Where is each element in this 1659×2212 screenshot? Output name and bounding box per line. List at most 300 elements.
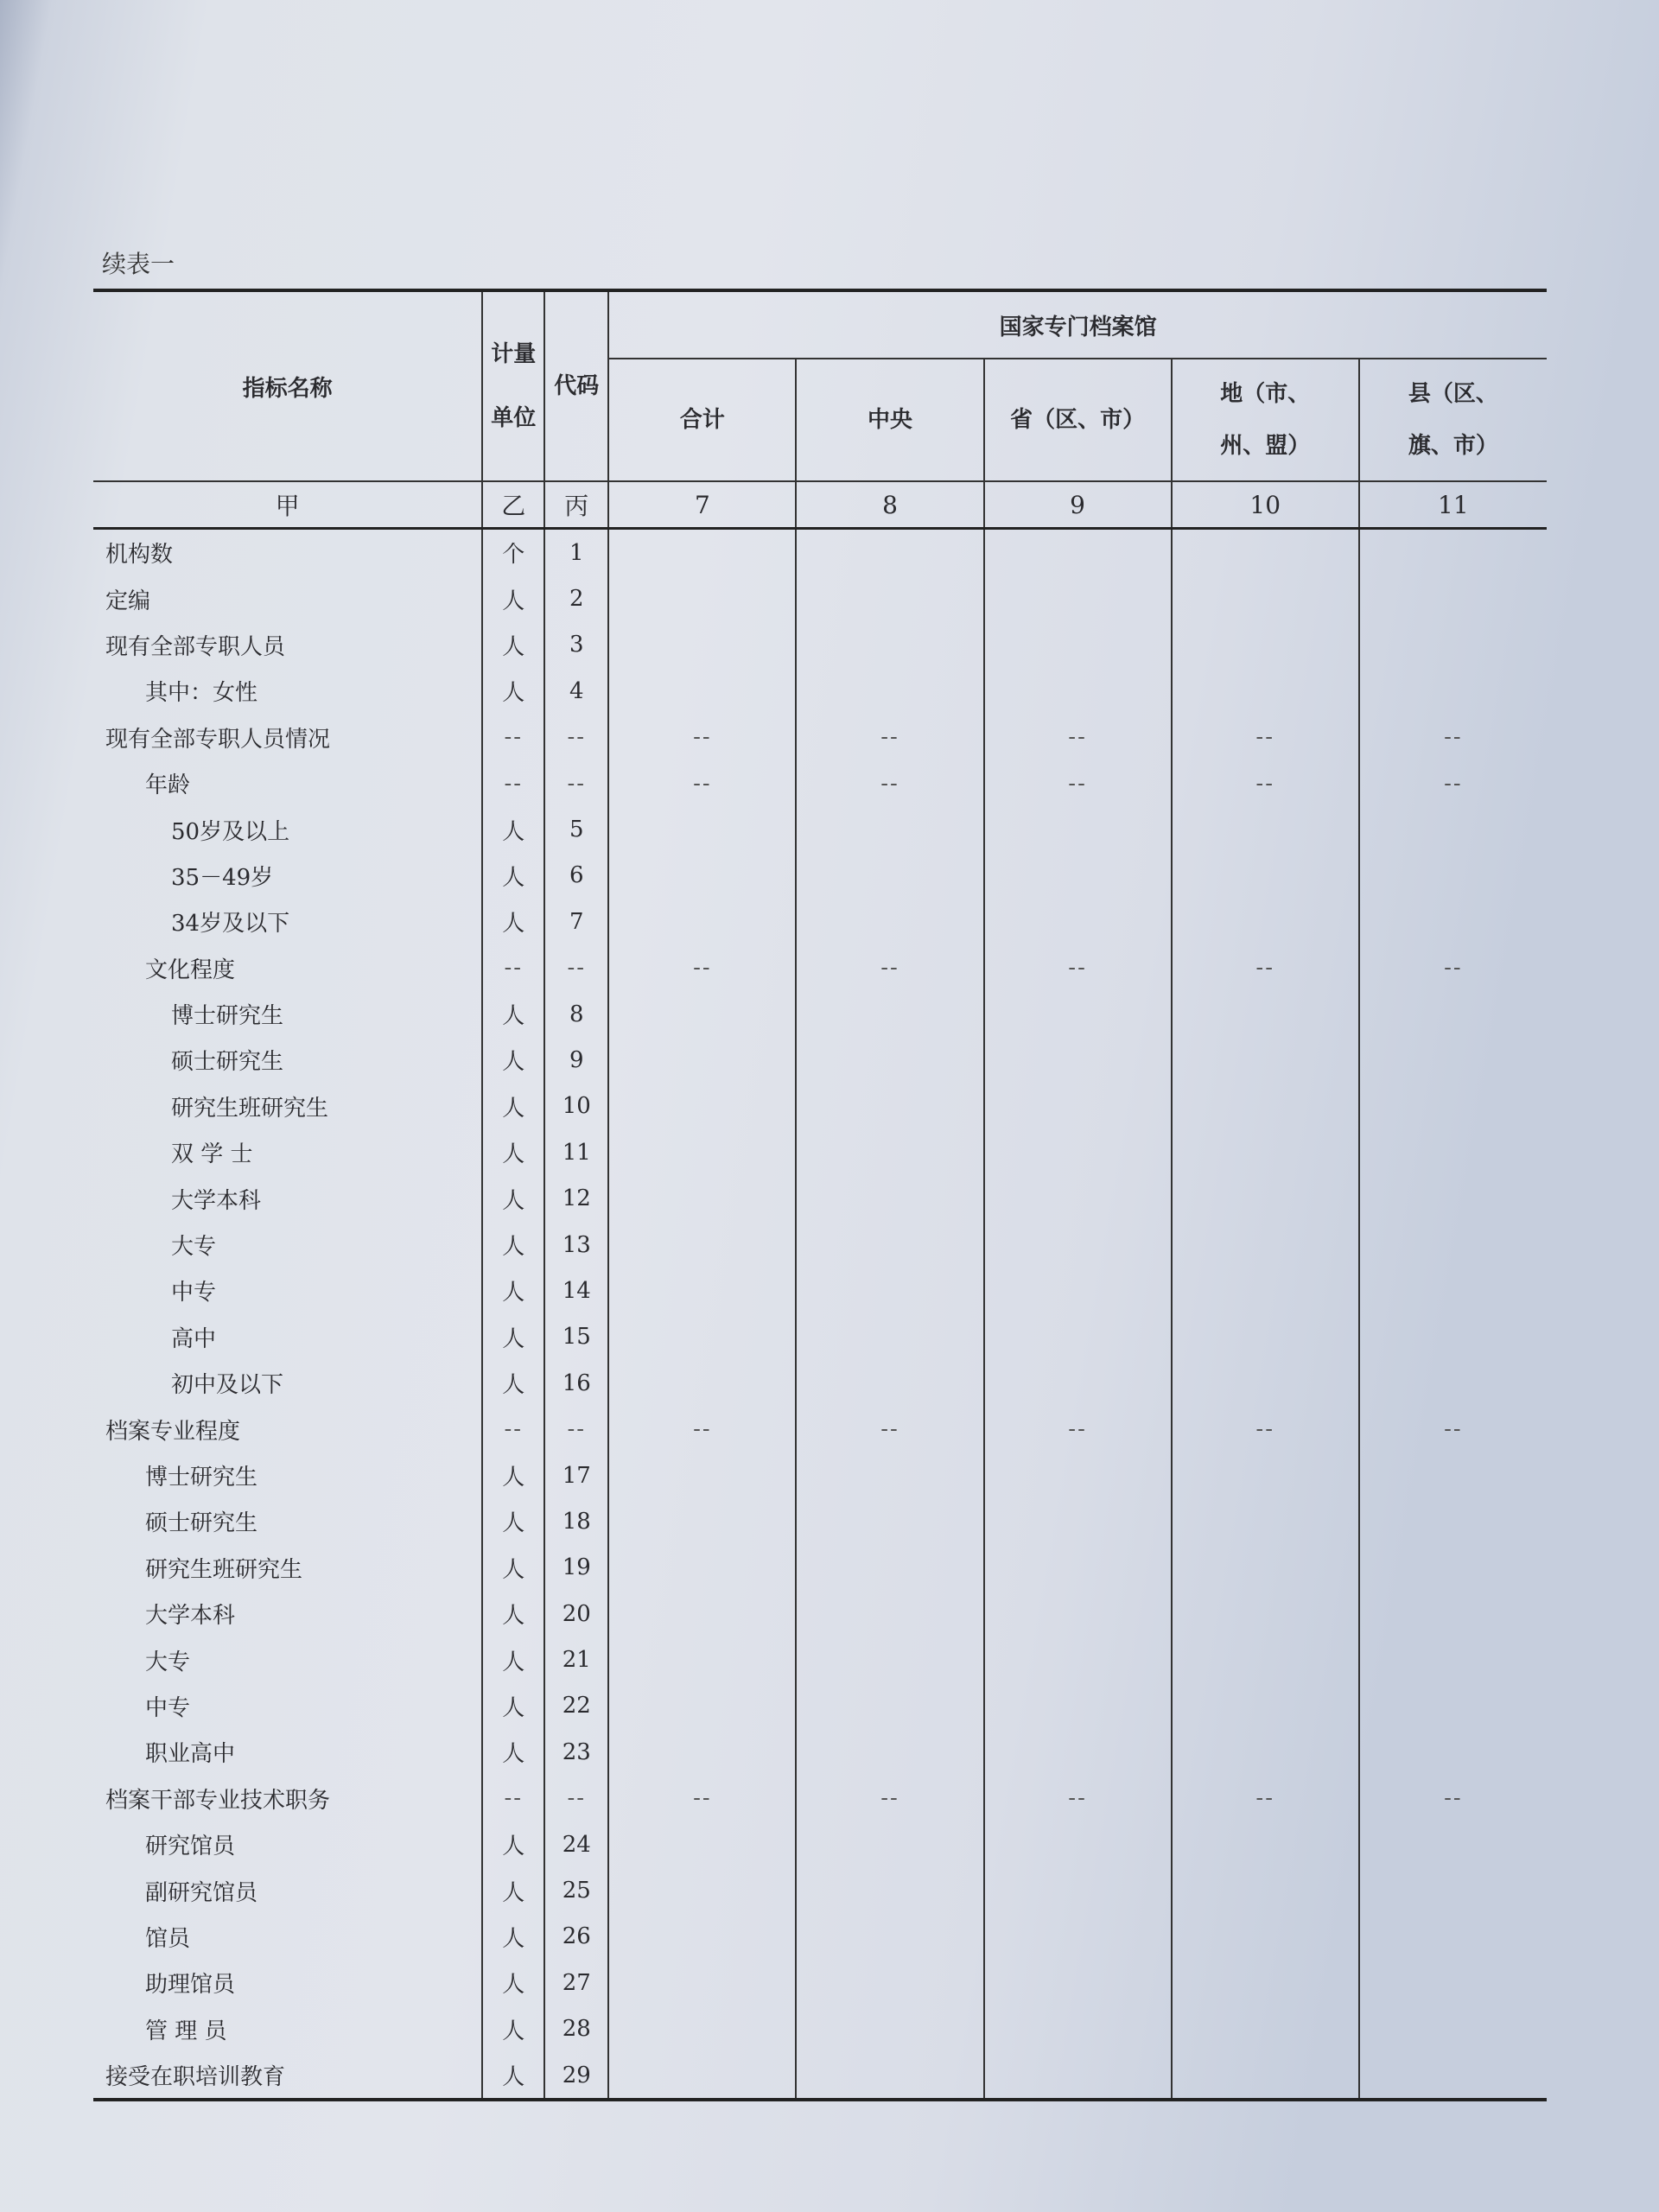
- code-cell: 2: [544, 575, 608, 621]
- data-cell: [1359, 1545, 1547, 1591]
- code-cell: --: [544, 945, 608, 991]
- data-cell: --: [1172, 715, 1359, 760]
- table-row: [93, 2052, 1547, 2100]
- data-cell: [796, 1037, 983, 1083]
- unit-cell: 人: [482, 1914, 544, 1960]
- unit-cell: 人: [482, 2006, 544, 2052]
- index-cell: 7: [608, 481, 796, 529]
- header-column-line1: 县（区、: [1408, 381, 1498, 407]
- code-cell: --: [544, 760, 608, 806]
- data-cell: [796, 1314, 983, 1360]
- data-cell: [608, 899, 796, 944]
- data-cell: [608, 1867, 796, 1913]
- data-cell: [608, 2052, 796, 2100]
- indicator-name: 硕士研究生: [93, 1498, 482, 1544]
- table-row: [93, 1360, 1547, 1406]
- data-cell: [1359, 1729, 1547, 1775]
- data-cell: [984, 1360, 1172, 1406]
- indicator-name: 文化程度: [93, 945, 482, 991]
- table-row: [93, 1498, 1547, 1544]
- code-cell: 8: [544, 991, 608, 1037]
- data-cell: [1172, 1637, 1359, 1682]
- code-cell: 26: [544, 1914, 608, 1960]
- data-cell: [608, 1729, 796, 1775]
- code-cell: --: [544, 715, 608, 760]
- index-cell: 9: [984, 481, 1172, 529]
- data-cell: [1359, 1175, 1547, 1221]
- data-cell: [608, 1821, 796, 1867]
- indicator-name: 50岁及以上: [93, 806, 482, 852]
- data-cell: [1172, 668, 1359, 714]
- data-cell: --: [1359, 715, 1547, 760]
- data-cell: [1172, 1129, 1359, 1175]
- code-cell: 23: [544, 1729, 608, 1775]
- header-column-2: [984, 359, 1172, 481]
- data-cell: [1172, 2052, 1359, 2100]
- data-cell: [1359, 575, 1547, 621]
- data-cell: [796, 1452, 983, 1498]
- data-cell: [608, 1129, 796, 1175]
- indicator-name: 初中及以下: [93, 1360, 482, 1406]
- data-cell: [608, 1084, 796, 1129]
- data-cell: --: [1359, 760, 1547, 806]
- table-caption: 续表一: [102, 250, 175, 278]
- data-cell: [1359, 853, 1547, 899]
- unit-cell: 人: [482, 1591, 544, 1637]
- data-cell: [608, 1637, 796, 1682]
- data-cell: --: [1172, 1406, 1359, 1452]
- data-cell: [796, 1821, 983, 1867]
- data-cell: [608, 1314, 796, 1360]
- table-row: [93, 2006, 1547, 2052]
- header-column-line2: 旗、市）: [1408, 433, 1498, 459]
- statistics-table: [93, 289, 1547, 2101]
- code-cell: 15: [544, 1314, 608, 1360]
- unit-cell: --: [482, 1776, 544, 1821]
- data-cell: [796, 1498, 983, 1544]
- table-row: [93, 806, 1547, 852]
- indicator-name: 管 理 员: [93, 2006, 482, 2052]
- unit-cell: 人: [482, 853, 544, 899]
- data-cell: [1359, 1914, 1547, 1960]
- indicator-name: 档案专业程度: [93, 1406, 482, 1452]
- indicator-name: 档案干部专业技术职务: [93, 1776, 482, 1821]
- data-cell: [984, 2006, 1172, 2052]
- table-row: [93, 1960, 1547, 2005]
- data-cell: [1172, 1452, 1359, 1498]
- unit-cell: 人: [482, 1175, 544, 1221]
- table-row: [93, 1084, 1547, 1129]
- table-row: [93, 945, 1547, 991]
- code-cell: 6: [544, 853, 608, 899]
- code-cell: 19: [544, 1545, 608, 1591]
- indicator-name: 大学本科: [93, 1591, 482, 1637]
- indicator-name: 博士研究生: [93, 1452, 482, 1498]
- data-cell: [796, 668, 983, 714]
- code-cell: 1: [544, 529, 608, 576]
- data-cell: --: [796, 760, 983, 806]
- data-cell: [1359, 1084, 1547, 1129]
- data-cell: [984, 1037, 1172, 1083]
- unit-cell: 人: [482, 1729, 544, 1775]
- table-row: [93, 575, 1547, 621]
- data-cell: [1172, 1867, 1359, 1913]
- indicator-name: 大专: [93, 1222, 482, 1268]
- data-cell: [1172, 1314, 1359, 1360]
- data-cell: [984, 1683, 1172, 1729]
- data-cell: [984, 1175, 1172, 1221]
- table-row: [93, 1222, 1547, 1268]
- header-column-line1: 合计: [679, 407, 725, 433]
- indicator-name: 大专: [93, 1637, 482, 1682]
- header-unit-line1: 计量: [491, 341, 537, 367]
- indicator-name: 其中：女性: [93, 668, 482, 714]
- header-indicator-name: 指标名称: [93, 290, 482, 481]
- data-cell: [984, 1268, 1172, 1313]
- unit-cell: 人: [482, 1867, 544, 1913]
- data-cell: [796, 1545, 983, 1591]
- data-cell: [984, 1914, 1172, 1960]
- data-cell: [1172, 1591, 1359, 1637]
- index-cell: 丙: [544, 481, 608, 529]
- data-cell: [608, 991, 796, 1037]
- data-cell: [1359, 1960, 1547, 2005]
- header-column-4: [1359, 359, 1547, 481]
- indicator-name: 硕士研究生: [93, 1037, 482, 1083]
- data-cell: [796, 1960, 983, 2005]
- data-cell: [1172, 1683, 1359, 1729]
- header-column-line1: 中央: [867, 407, 912, 433]
- table-row: [93, 1914, 1547, 1960]
- table-row: [93, 1037, 1547, 1083]
- index-cell: 11: [1359, 481, 1547, 529]
- index-cell: 8: [796, 481, 983, 529]
- data-cell: [796, 1129, 983, 1175]
- header-column-0: [608, 359, 796, 481]
- unit-cell: 人: [482, 1821, 544, 1867]
- data-cell: [608, 1222, 796, 1268]
- unit-cell: 人: [482, 806, 544, 852]
- data-cell: [1359, 1314, 1547, 1360]
- data-cell: [1172, 899, 1359, 944]
- data-cell: [608, 575, 796, 621]
- data-cell: [796, 1591, 983, 1637]
- code-cell: 10: [544, 1084, 608, 1129]
- data-cell: [796, 1914, 983, 1960]
- data-cell: [1172, 1175, 1359, 1221]
- table-row: [93, 668, 1547, 714]
- table-row: [93, 1821, 1547, 1867]
- data-cell: [1359, 1129, 1547, 1175]
- data-cell: [796, 1729, 983, 1775]
- code-cell: 22: [544, 1683, 608, 1729]
- header-column-line2: 州、盟）: [1220, 433, 1311, 459]
- unit-cell: --: [482, 715, 544, 760]
- table-row: [93, 715, 1547, 760]
- data-cell: [984, 1314, 1172, 1360]
- data-cell: [796, 1867, 983, 1913]
- unit-cell: 人: [482, 1037, 544, 1083]
- data-cell: [984, 2052, 1172, 2100]
- indicator-name: 现有全部专职人员情况: [93, 715, 482, 760]
- data-cell: [1359, 1360, 1547, 1406]
- code-cell: 9: [544, 1037, 608, 1083]
- code-cell: 18: [544, 1498, 608, 1544]
- unit-cell: 人: [482, 1222, 544, 1268]
- data-cell: [1359, 1821, 1547, 1867]
- data-cell: [796, 991, 983, 1037]
- table-row: [93, 1175, 1547, 1221]
- code-cell: 20: [544, 1591, 608, 1637]
- data-cell: [984, 1129, 1172, 1175]
- header-unit-line2: 单位: [491, 405, 537, 431]
- data-cell: [608, 1268, 796, 1313]
- unit-cell: 人: [482, 575, 544, 621]
- unit-cell: 人: [482, 1084, 544, 1129]
- data-cell: --: [796, 1406, 983, 1452]
- unit-cell: 人: [482, 1637, 544, 1682]
- data-cell: [1359, 1683, 1547, 1729]
- unit-cell: 人: [482, 2052, 544, 2100]
- indicator-name: 职业高中: [93, 1729, 482, 1775]
- data-cell: [1172, 1960, 1359, 2005]
- data-cell: [608, 529, 796, 576]
- data-cell: [1172, 622, 1359, 668]
- data-cell: --: [608, 1406, 796, 1452]
- code-cell: 5: [544, 806, 608, 852]
- code-cell: 3: [544, 622, 608, 668]
- data-cell: [1172, 1821, 1359, 1867]
- data-cell: [1359, 1637, 1547, 1682]
- data-cell: [608, 1452, 796, 1498]
- indicator-name: 研究馆员: [93, 1821, 482, 1867]
- data-cell: [984, 1637, 1172, 1682]
- data-cell: [796, 622, 983, 668]
- data-cell: [984, 853, 1172, 899]
- data-cell: [984, 1591, 1172, 1637]
- data-cell: [984, 899, 1172, 944]
- indicator-name: 助理馆员: [93, 1960, 482, 2005]
- data-cell: [608, 1175, 796, 1221]
- data-cell: [1172, 529, 1359, 576]
- data-cell: [796, 2006, 983, 2052]
- data-cell: [796, 1268, 983, 1313]
- unit-cell: 人: [482, 899, 544, 944]
- indicator-name: 中专: [93, 1683, 482, 1729]
- index-cell: 甲: [93, 481, 482, 529]
- code-cell: 21: [544, 1637, 608, 1682]
- unit-cell: 人: [482, 1452, 544, 1498]
- data-cell: [1359, 1268, 1547, 1313]
- unit-cell: --: [482, 760, 544, 806]
- data-cell: [608, 1960, 796, 2005]
- code-cell: 14: [544, 1268, 608, 1313]
- unit-cell: 人: [482, 668, 544, 714]
- table-row: [93, 991, 1547, 1037]
- data-cell: [1172, 2006, 1359, 2052]
- data-cell: [796, 1084, 983, 1129]
- data-cell: [1172, 853, 1359, 899]
- indicator-name: 馆员: [93, 1914, 482, 1960]
- data-cell: [608, 668, 796, 714]
- table-row: [93, 622, 1547, 668]
- data-cell: [1172, 575, 1359, 621]
- data-cell: [1359, 1037, 1547, 1083]
- data-cell: [1172, 1729, 1359, 1775]
- data-cell: [1359, 2006, 1547, 2052]
- indicator-name: 中专: [93, 1268, 482, 1313]
- data-cell: [796, 2052, 983, 2100]
- data-cell: [608, 622, 796, 668]
- data-cell: [608, 1545, 796, 1591]
- data-cell: [796, 806, 983, 852]
- data-cell: --: [1359, 1406, 1547, 1452]
- data-cell: [984, 622, 1172, 668]
- data-cell: [1359, 991, 1547, 1037]
- unit-cell: 人: [482, 1683, 544, 1729]
- unit-cell: 人: [482, 1268, 544, 1313]
- indicator-name: 35－49岁: [93, 853, 482, 899]
- data-cell: --: [984, 760, 1172, 806]
- data-cell: [608, 1037, 796, 1083]
- indicator-name: 定编: [93, 575, 482, 621]
- data-cell: [1172, 1545, 1359, 1591]
- data-cell: [984, 1960, 1172, 2005]
- code-cell: 12: [544, 1175, 608, 1221]
- data-cell: [1359, 622, 1547, 668]
- indicator-name: 现有全部专职人员: [93, 622, 482, 668]
- code-cell: 25: [544, 1867, 608, 1913]
- table-row: [93, 1452, 1547, 1498]
- table-row: [93, 1129, 1547, 1175]
- data-cell: [608, 1591, 796, 1637]
- code-cell: 29: [544, 2052, 608, 2100]
- data-cell: --: [796, 715, 983, 760]
- data-cell: [1172, 1914, 1359, 1960]
- table-row: [93, 1729, 1547, 1775]
- data-cell: [1172, 1268, 1359, 1313]
- code-cell: --: [544, 1776, 608, 1821]
- indicator-name: 大学本科: [93, 1175, 482, 1221]
- code-cell: 4: [544, 668, 608, 714]
- table-row: [93, 1867, 1547, 1913]
- indicator-name: 年龄: [93, 760, 482, 806]
- data-cell: [608, 2006, 796, 2052]
- data-cell: [984, 1821, 1172, 1867]
- code-cell: 16: [544, 1360, 608, 1406]
- code-cell: 24: [544, 1821, 608, 1867]
- data-cell: --: [1172, 1776, 1359, 1821]
- header-column-line1: 省（区、市）: [1010, 407, 1146, 433]
- table-row: [93, 1545, 1547, 1591]
- data-cell: --: [608, 715, 796, 760]
- indicator-name: 34岁及以下: [93, 899, 482, 944]
- indicator-name: 双 学 士: [93, 1129, 482, 1175]
- data-cell: [1359, 1591, 1547, 1637]
- code-cell: 17: [544, 1452, 608, 1498]
- code-cell: 27: [544, 1960, 608, 2005]
- table-row: [93, 1683, 1547, 1729]
- unit-cell: 人: [482, 1360, 544, 1406]
- data-cell: [796, 853, 983, 899]
- data-cell: [984, 1084, 1172, 1129]
- data-cell: [984, 1222, 1172, 1268]
- data-cell: [984, 1729, 1172, 1775]
- data-cell: --: [796, 1776, 983, 1821]
- unit-cell: 人: [482, 1960, 544, 2005]
- header-unit: [482, 290, 544, 481]
- data-cell: [984, 668, 1172, 714]
- data-cell: --: [984, 945, 1172, 991]
- header-column-1: [796, 359, 983, 481]
- unit-cell: 人: [482, 622, 544, 668]
- data-cell: [984, 529, 1172, 576]
- data-cell: [608, 1914, 796, 1960]
- data-cell: --: [984, 1406, 1172, 1452]
- data-cell: [1359, 899, 1547, 944]
- data-cell: [984, 1867, 1172, 1913]
- data-cell: [796, 575, 983, 621]
- header-group-title: 国家专门档案馆: [608, 290, 1547, 359]
- data-cell: [984, 1498, 1172, 1544]
- data-cell: [608, 1360, 796, 1406]
- data-cell: [984, 806, 1172, 852]
- table-row: [93, 899, 1547, 944]
- code-cell: 7: [544, 899, 608, 944]
- data-cell: [1359, 529, 1547, 576]
- data-cell: [984, 575, 1172, 621]
- indicator-name: 博士研究生: [93, 991, 482, 1037]
- data-cell: --: [796, 945, 983, 991]
- table-row: [93, 853, 1547, 899]
- unit-cell: 人: [482, 1498, 544, 1544]
- header-code: [544, 290, 608, 481]
- unit-cell: 人: [482, 991, 544, 1037]
- data-cell: --: [608, 1776, 796, 1821]
- data-cell: [608, 1498, 796, 1544]
- header-code-label: 代码: [554, 373, 600, 399]
- data-cell: --: [1172, 760, 1359, 806]
- data-cell: --: [984, 715, 1172, 760]
- data-cell: [984, 1452, 1172, 1498]
- data-cell: [1172, 1498, 1359, 1544]
- code-cell: 11: [544, 1129, 608, 1175]
- data-cell: [984, 991, 1172, 1037]
- data-cell: [1172, 1222, 1359, 1268]
- unit-cell: --: [482, 1406, 544, 1452]
- indicator-name: 研究生班研究生: [93, 1545, 482, 1591]
- indicator-name: 机构数: [93, 529, 482, 576]
- data-cell: --: [1172, 945, 1359, 991]
- data-cell: [796, 1360, 983, 1406]
- unit-cell: 人: [482, 1129, 544, 1175]
- code-cell: --: [544, 1406, 608, 1452]
- data-cell: [608, 806, 796, 852]
- data-cell: [796, 1222, 983, 1268]
- data-cell: [1359, 2052, 1547, 2100]
- indicator-name: 接受在职培训教育: [93, 2052, 482, 2100]
- data-cell: [608, 853, 796, 899]
- data-cell: [1172, 1360, 1359, 1406]
- data-cell: [796, 529, 983, 576]
- data-cell: [608, 1683, 796, 1729]
- table-row: [93, 760, 1547, 806]
- table-row: [93, 1314, 1547, 1360]
- data-cell: [1172, 806, 1359, 852]
- data-cell: [1359, 1222, 1547, 1268]
- unit-cell: 人: [482, 1545, 544, 1591]
- data-cell: --: [1359, 945, 1547, 991]
